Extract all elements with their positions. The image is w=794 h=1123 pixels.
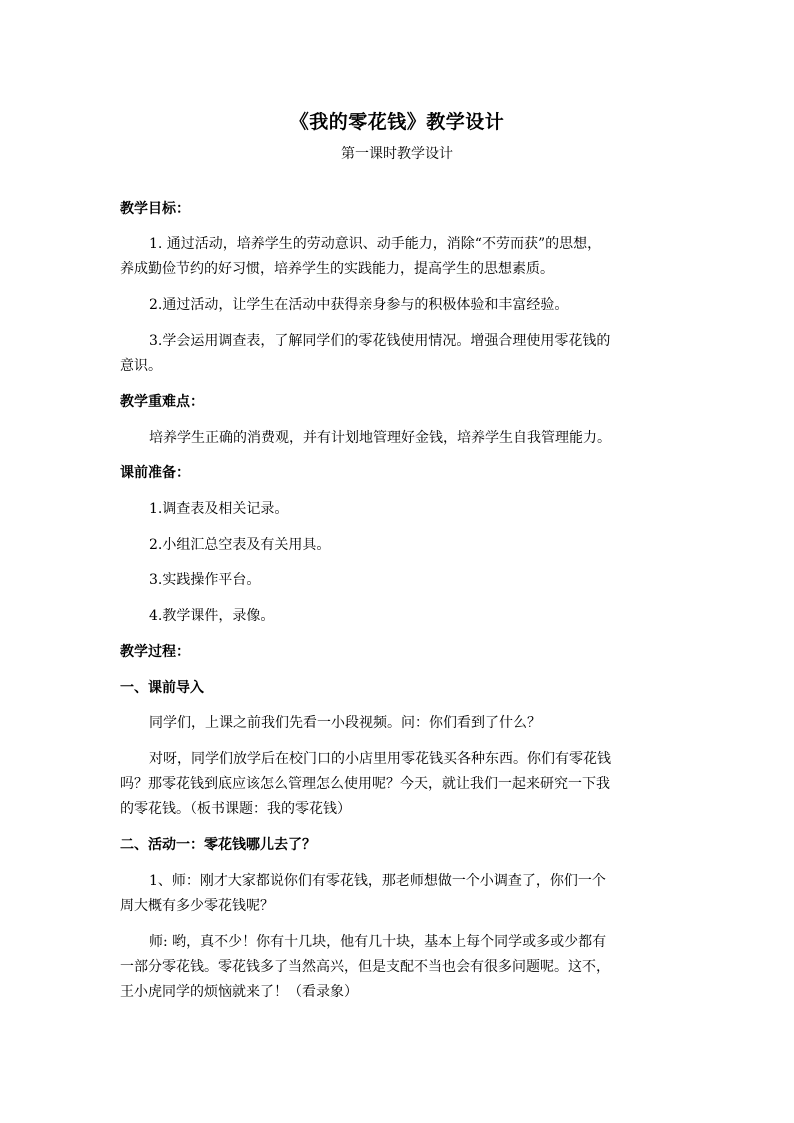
key-point-1: 培养学生正确的消费观，并有计划地管理好金钱，培养学生自我管理能力。 [149,430,611,446]
preparation-item-1: 1.调查表及相关记录。 [149,501,289,517]
section-1-paragraph-2-line-1: 对呀，同学们放学后在校门口的小店里用零花钱买各种东西。你们有零花钱 [149,751,611,767]
objective-1-line-2: 养成勤俭节约的好习惯，培养学生的实践能力，提高学生的思想素质。 [120,261,554,277]
heading-section-1: 一、课前导入 [120,680,204,696]
preparation-item-3: 3.实践操作平台。 [149,572,261,588]
objective-1-line-1: 1. 通过活动，培养学生的劳动意识、动手能力，消除“不劳而获”的思想， [149,236,602,252]
heading-objectives: 教学目标： [120,201,190,217]
heading-preparation: 课前准备： [120,465,190,481]
section-1-paragraph-1: 同学们，上课之前我们先看一小段视频。问：你们看到了什么？ [149,715,541,731]
heading-process: 教学过程： [120,644,190,660]
preparation-item-4: 4.教学课件，录像。 [149,608,275,624]
section-2-paragraph-2-line-3: 王小虎同学的烦恼就来了！（看录象） [120,984,358,1000]
section-2-paragraph-1-line-1: 1、师：刚才大家都说你们有零花钱，那老师想做一个小调查了，你们一个 [149,873,606,889]
objective-3-line-2: 意识。 [120,358,162,374]
section-2-paragraph-2-line-2: 一部分零花钱。零花钱多了当然高兴，但是支配不当也会有很多问题呢。这不， [120,959,610,975]
section-2-paragraph-2-line-1: 师: 哟，真不少！你有十几块，他有几十块，基本上每个同学或多或少都有 [149,934,607,950]
section-1-paragraph-2-line-3: 的零花钱。（板书课题：我的零花钱） [120,801,351,817]
heading-key-points: 教学重难点： [120,394,204,410]
document-title: 《我的零花钱》教学设计 [289,111,505,133]
document-subtitle: 第一课时教学设计 [341,146,453,162]
preparation-item-2: 2.小组汇总空表及有关用具。 [149,537,331,553]
objective-2: 2.通过活动，让学生在活动中获得亲身参与的积极体验和丰富经验。 [149,297,569,313]
section-1-paragraph-2-line-2: 吗？那零花钱到底应该怎么管理怎么使用呢？今天，就让我们一起来研究一下我 [120,776,610,792]
objective-3-line-1: 3.学会运用调查表，了解同学们的零花钱使用情况。增强合理使用零花钱的 [149,333,611,349]
heading-section-2: 二、活动一：零花钱哪儿去了？ [120,837,316,853]
section-2-paragraph-1-line-2: 周大概有多少零花钱呢？ [120,898,274,914]
